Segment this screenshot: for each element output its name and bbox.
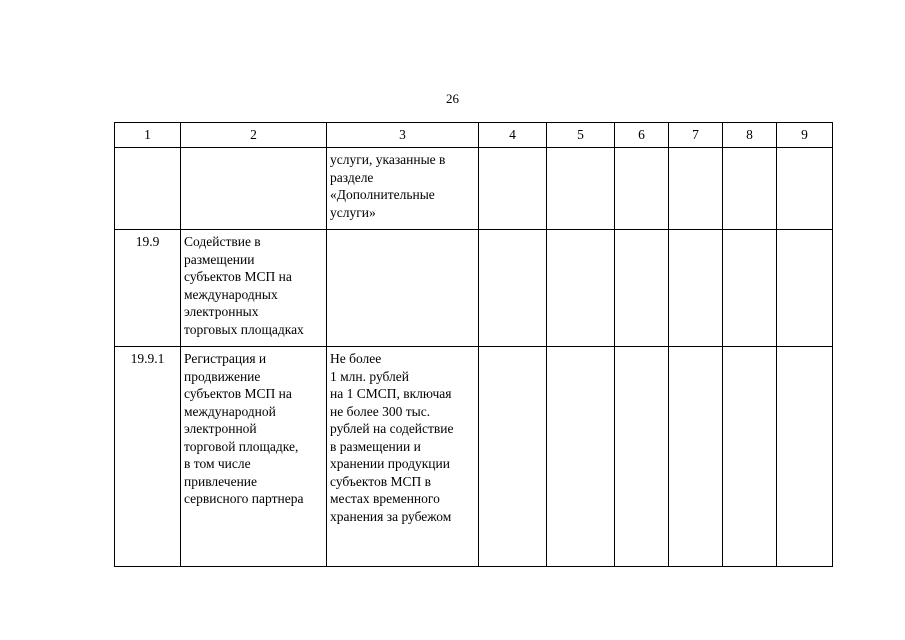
table-row bbox=[115, 148, 833, 230]
empty-cell bbox=[669, 148, 723, 230]
empty-cell bbox=[777, 148, 833, 230]
column-header: 3 bbox=[327, 123, 479, 148]
table-row bbox=[115, 230, 833, 347]
empty-cell bbox=[479, 148, 547, 230]
empty-cell bbox=[723, 230, 777, 347]
table-row bbox=[115, 347, 833, 567]
empty-cell bbox=[723, 347, 777, 567]
column-header: 5 bbox=[547, 123, 615, 148]
data-table bbox=[114, 122, 833, 567]
column-header: 6 bbox=[615, 123, 669, 148]
empty-cell bbox=[777, 230, 833, 347]
service-name-cell: Регистрация и продвижение субъектов МСП на международной электронной торговой площадке, в том числе привлечение сервисного партнера bbox=[181, 347, 327, 567]
condition-cell: Не более 1 млн. рублей на 1 СМСП, включая не более 300 тыс. рублей на содействие в размещении и хранении продукции субъектов МСП в местах временного хранения за рубежом bbox=[327, 347, 479, 567]
empty-cell bbox=[777, 347, 833, 567]
column-header: 7 bbox=[669, 123, 723, 148]
condition-cell bbox=[327, 230, 479, 347]
row-number-cell: 19.9 bbox=[115, 230, 181, 347]
page-number: 26 bbox=[446, 91, 459, 106]
empty-cell bbox=[615, 347, 669, 567]
service-name-cell bbox=[181, 148, 327, 230]
row-number-cell bbox=[115, 148, 181, 230]
column-header: 1 bbox=[115, 123, 181, 148]
column-header: 8 bbox=[723, 123, 777, 148]
empty-cell bbox=[547, 347, 615, 567]
empty-cell bbox=[723, 148, 777, 230]
empty-cell bbox=[615, 230, 669, 347]
table-header-row bbox=[115, 123, 833, 148]
empty-cell bbox=[669, 230, 723, 347]
empty-cell bbox=[479, 230, 547, 347]
empty-cell bbox=[669, 347, 723, 567]
column-header: 9 bbox=[777, 123, 833, 148]
column-header: 2 bbox=[181, 123, 327, 148]
column-header: 4 bbox=[479, 123, 547, 148]
empty-cell bbox=[615, 148, 669, 230]
row-number-cell: 19.9.1 bbox=[115, 347, 181, 567]
empty-cell bbox=[479, 347, 547, 567]
service-name-cell: Содействие в размещении субъектов МСП на международных электронных торговых площадках bbox=[181, 230, 327, 347]
condition-cell: услуги, указанные в разделе «Дополнительные услуги» bbox=[327, 148, 479, 230]
empty-cell bbox=[547, 148, 615, 230]
empty-cell bbox=[547, 230, 615, 347]
